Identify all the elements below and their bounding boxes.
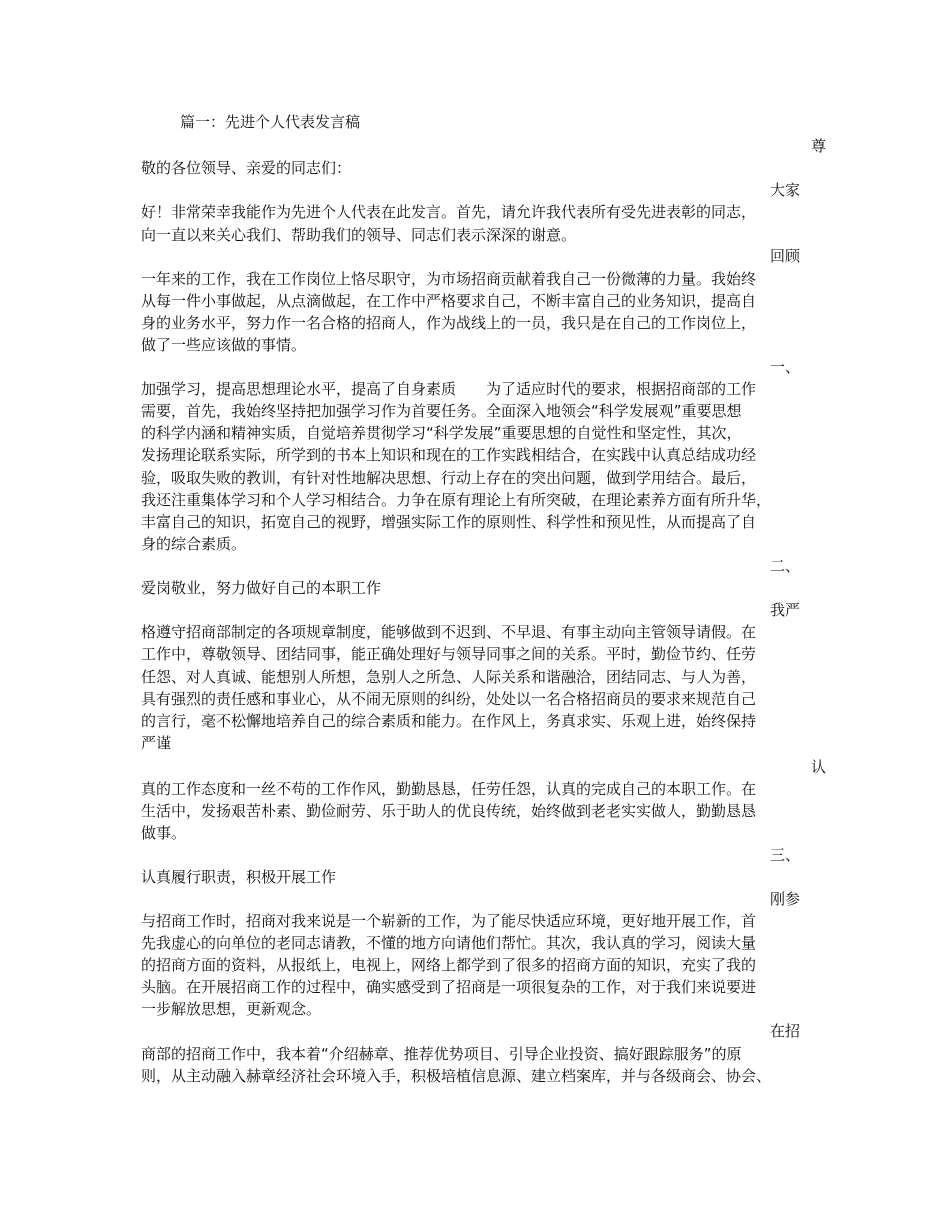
document-title: 篇一：先进个人代表发言稿 <box>180 113 361 131</box>
text-line: 认真履行职责，积极开展工作 <box>141 868 337 886</box>
text-line: 与招商工作时，招商对我来说是一个崭新的工作，为了能尽快适应环境，更好地开展工作，首 <box>141 912 757 930</box>
text-line: 一步解放思想，更新观念。 <box>141 1000 322 1018</box>
text-line: 一年来的工作，我在工作岗位上恪尽职守，为市场招商贡献着我自己一份微薄的力量。我始终 <box>141 270 757 288</box>
text-line: 头脑。在开展招商工作的过程中，确实感受到了招商是一项很复杂的工作，对于我们来说要进 <box>141 978 757 996</box>
text-line: 刚参 <box>769 890 800 908</box>
text-line: 具有强烈的责任感和事业心，从不闹无原则的纠纷，处处以一名合格招商员的要求来规范自己 <box>141 690 757 708</box>
text-line: 向一直以来关心我们、帮助我们的领导、同志们表示深深的谢意。 <box>141 226 577 244</box>
text-line: 身的综合素质。 <box>141 535 247 553</box>
text-line: 三、 <box>769 846 800 864</box>
text-line: 我还注重集体学习和个人学习相结合。力争在原有理论上有所突破，在理论素养方面有所升华， <box>141 491 772 509</box>
text-line: 爱岗敬业，努力做好自己的本职工作 <box>141 579 382 597</box>
text-line: 我严 <box>769 601 800 619</box>
text-line: 丰富自己的知识，拓宽自己的视野，增强实际工作的原则性、科学性和预见性，从而提高了自 <box>141 513 757 531</box>
text-line: 做了一些应该做的事情。 <box>141 336 307 354</box>
text-line: 敬的各位领导、亲爱的同志们： <box>141 159 352 177</box>
text-line: 验，吸取失败的教训，有针对性地解决思想、行动上存在的突出问题，做到学用结合。最后， <box>141 469 757 487</box>
text-line: 真的工作态度和一丝不苟的工作作风，勤勤恳恳，任劳任怨，认真的完成自己的本职工作。在 <box>141 780 757 798</box>
text-line: 的言行，毫不松懈地培养自己的综合素质和能力。在作风上，务真求实、乐观上进，始终保持 <box>141 712 757 730</box>
text-line: 从每一件小事做起，从点滴做起，在工作中严格要求自己，不断丰富自己的业务知识，提高自 <box>141 292 757 310</box>
text-line: 格遵守招商部制定的各项规章制度，能够做到不迟到、不早退、有事主动向主管领导请假。在 <box>141 623 757 641</box>
text-line: 一、 <box>769 358 800 376</box>
text-line: 任怨、对人真诚、能想别人所想，急别人之所急、人际关系和谐融洽，团结同志、与人为善， <box>141 668 757 686</box>
text-line: 先我虚心的向单位的老同志请教，不懂的地方向请他们帮忙。其次，我认真的学习，阅读大量 <box>141 934 757 952</box>
text-line: 加强学习，提高思想理论水平，提高了自身素质 为了适应时代的要求，根据招商部的工作 <box>141 380 757 398</box>
text-line: 生活中，发扬艰苦朴素、勤俭耐劳、乐于助人的优良传统，始终做到老老实实做人，勤勤恳恳 <box>141 802 757 820</box>
text-line: 严谨 <box>141 734 172 752</box>
text-line: 则，从主动融入赫章经济社会环境入手，积极培植信息源、建立档案库，并与各级商会、协会、 <box>141 1067 772 1085</box>
text-line: 需要，首先，我始终坚持把加强学习作为首要任务。全面深入地领会“科学发展观”重要思想 <box>141 402 742 420</box>
text-line: 好！非常荣幸我能作为先进个人代表在此发言。首先，请允许我代表所有受先进表彰的同志， <box>141 203 757 221</box>
text-line: 身的业务水平，努力作一名合格的招商人，作为战线上的一员，我只是在自己的工作岗位上， <box>141 314 757 332</box>
text-line: 大家 <box>769 181 800 199</box>
text-line: 二、 <box>769 557 800 575</box>
text-line: 商部的招商工作中，我本着“介绍赫章、推荐优势项目、引导企业投资、搞好跟踪服务”的原 <box>141 1045 742 1063</box>
text-line: 尊 <box>810 137 826 155</box>
text-line: 的招商方面的资料，从报纸上，电视上，网络上都学到了很多的招商方面的知识，充实了我的 <box>141 956 757 974</box>
text-line: 在招 <box>769 1022 800 1040</box>
text-line: 工作中，尊敬领导、团结同事，能正确处理好与领导同事之间的关系。平时，勤俭节约、任劳 <box>141 645 757 663</box>
text-line: 发扬理论联系实际，所学到的书本上知识和现在的工作实践相结合，在实践中认真总结成功经 <box>141 446 757 464</box>
text-line: 回顾 <box>769 247 800 265</box>
text-line: 做事。 <box>141 824 187 842</box>
text-line: 认 <box>810 758 826 776</box>
text-line: 的科学内涵和精神实质，自觉培养贯彻学习“科学发展”重要思想的自觉性和坚定性，其次， <box>141 424 742 442</box>
